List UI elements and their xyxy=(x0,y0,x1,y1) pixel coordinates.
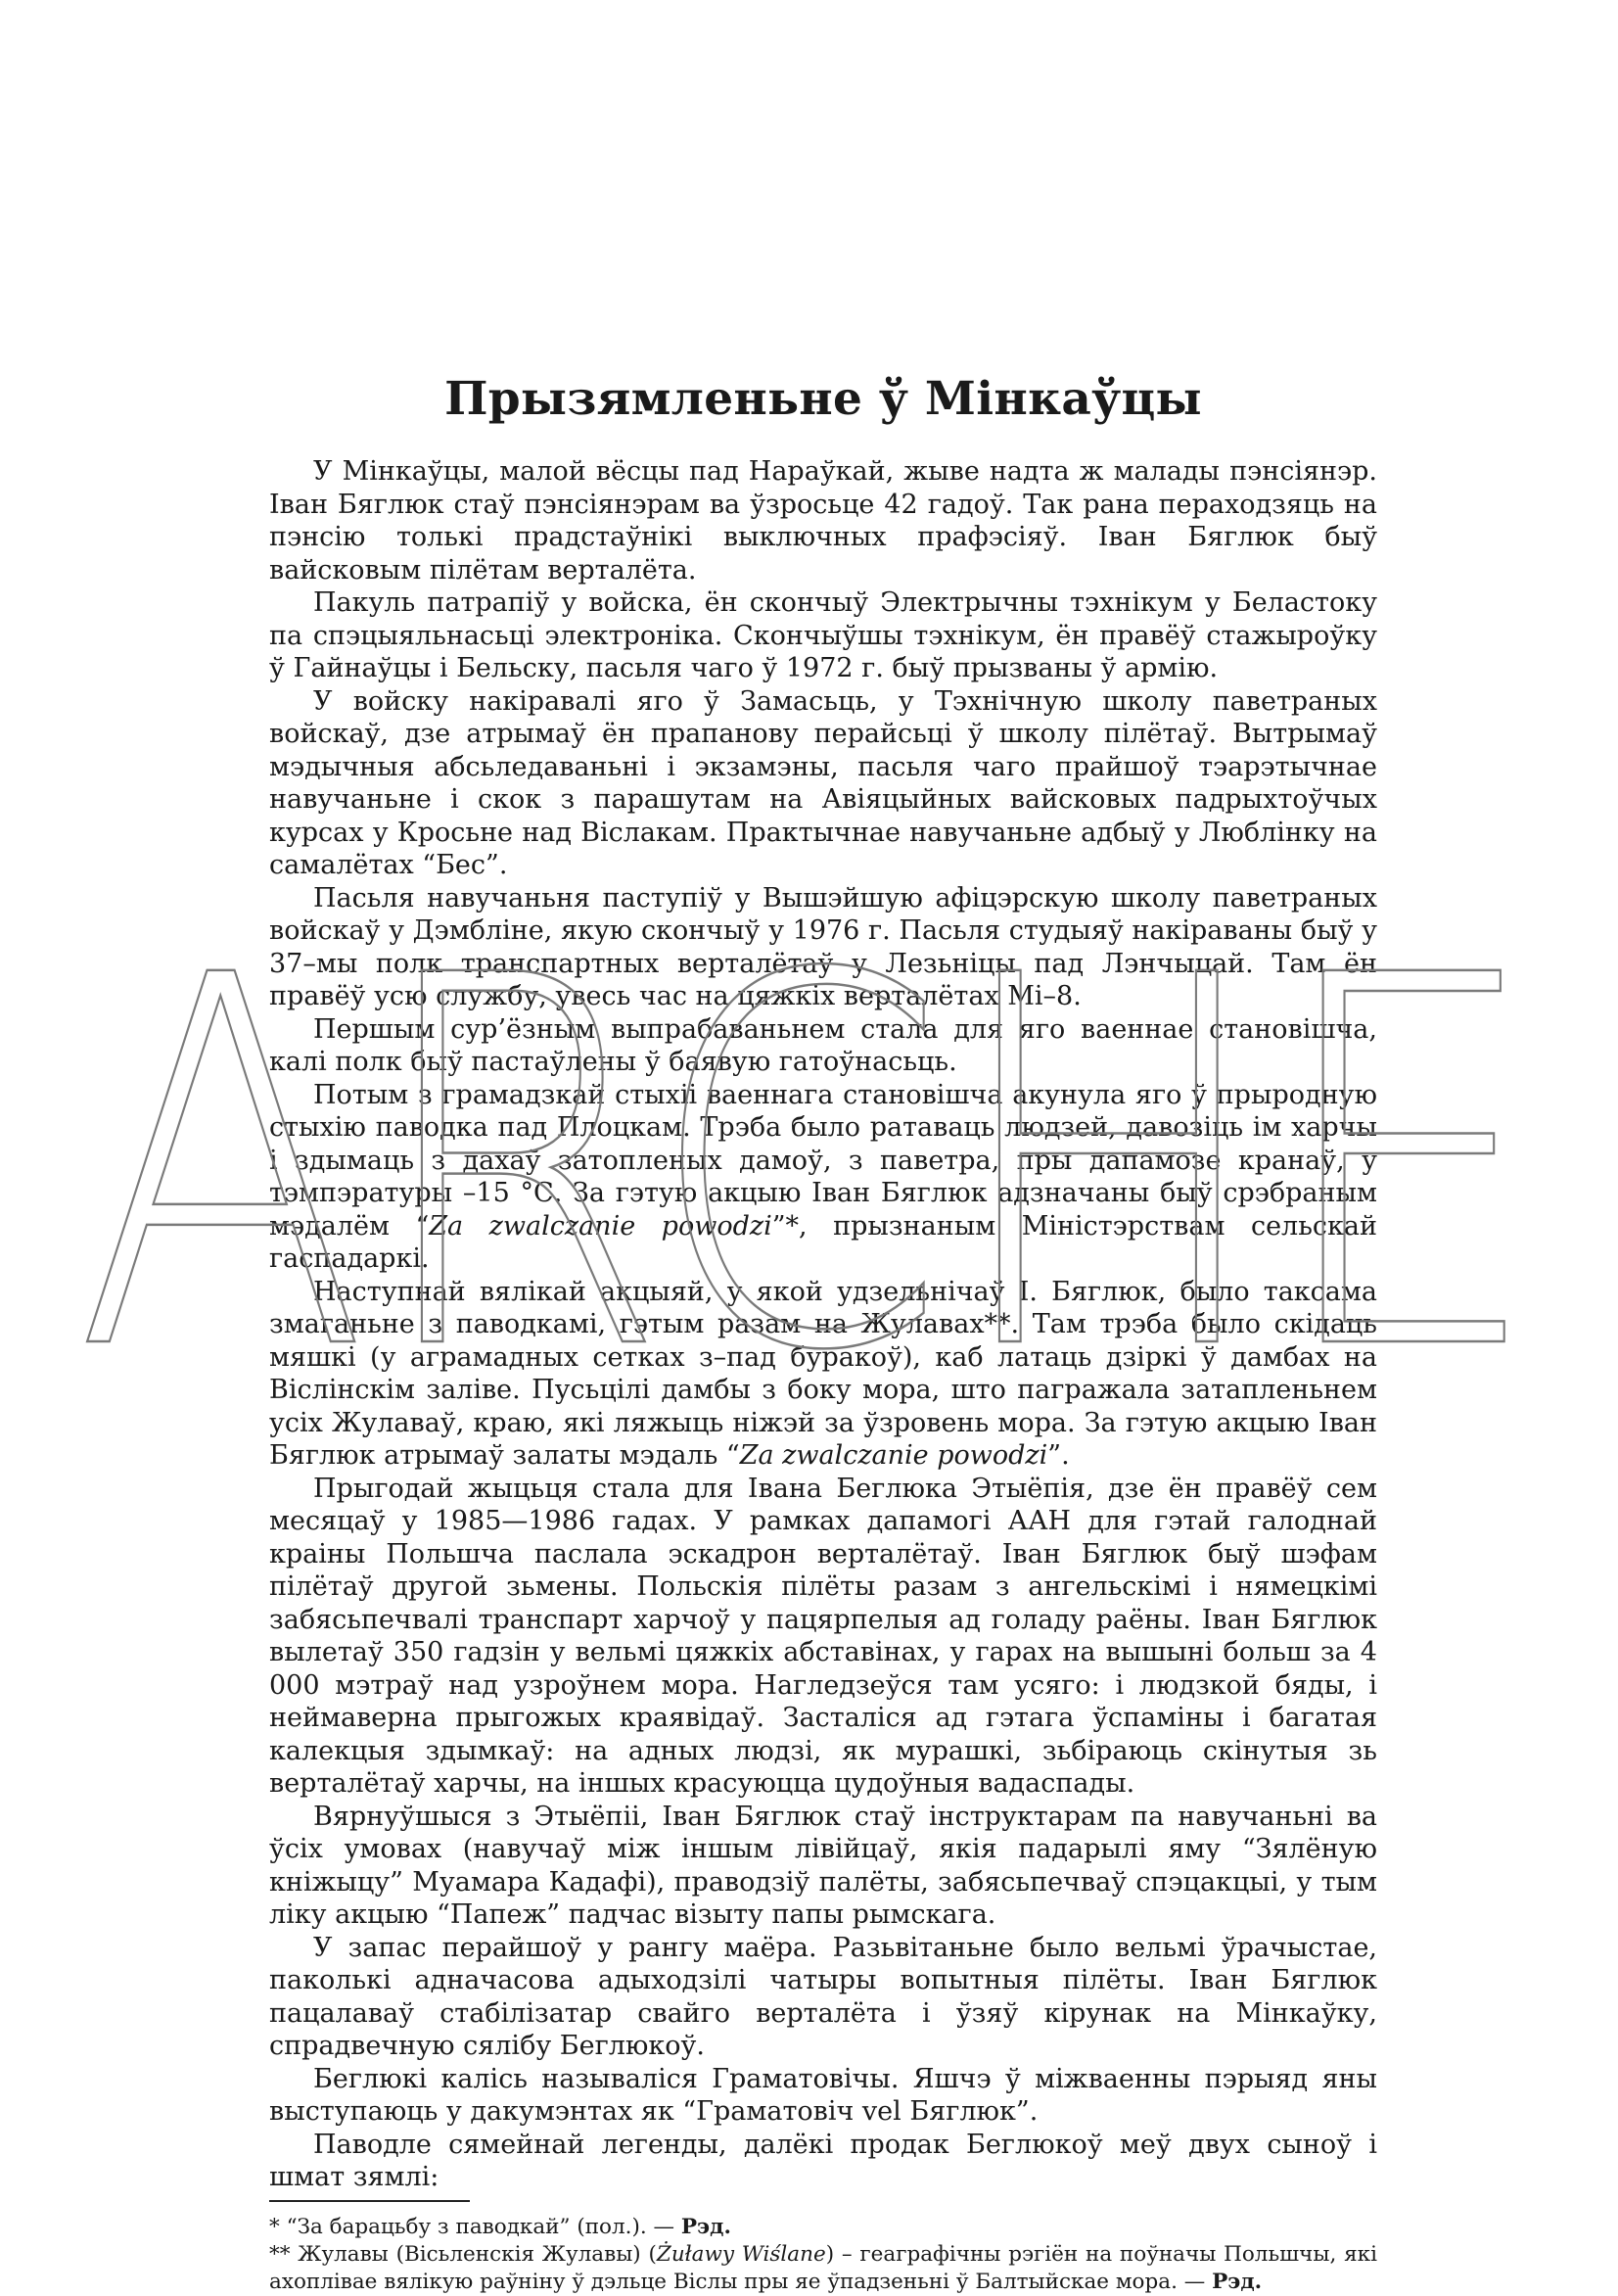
page-title: Прызямленьне ў Мінкаўцы xyxy=(444,372,1202,426)
document-page xyxy=(269,372,1377,2296)
footnote-text: * “За барацьбу з паводкай” (пол.). — xyxy=(269,2214,681,2239)
paragraph: Пакуль патрапіў у войска, ён скончыў Электрычны тэхнікум у Беластоку па спэцыяльнасьці электроніка. Скончыўшы тэхнікум, ён правёў стажыроўку ў Гайнаўцы і Бельску, пасьля чаго ў 1972 г. быў прызваны ў армію. xyxy=(269,587,1377,683)
paragraph: Беглюкі калісь называліся Граматовічы. Яшчэ ў міжваенны пэрыяд яны выступаюць у дакумэнтах як “Граматовіч vel Бяглюк”. xyxy=(269,2063,1377,2127)
paragraph xyxy=(269,1276,1377,1473)
paragraph: Пасьля навучаньня паступіў у Вышэйшую афіцэрскую школу паветраных войскаў у Дэмбліне, якую скончыў у 1976 г. Пасьля студыяў накіраваны быў у 37–мы полк транспартных верталётаў у Лезьніцы пад Лэнчыцай. Там ён правёў усю службу, увесь час на цяжкіх верталётах Мі–8. xyxy=(269,882,1377,1011)
watermark-text: ARCHE xyxy=(74,868,1543,1462)
italic-medal-name: Za zwalczanie powodzi xyxy=(429,1210,772,1242)
editor-mark: Рэд. xyxy=(680,2214,731,2239)
paragraph: У Мінкаўцы, малой вёсцы пад Нараўкай, жыве надта ж малады пэнсіянэр. Іван Бяглюк стаў пэнсіянэрам ва ўзросьце 42 гадоў. Так рана пераходзяць на пэнсію толькі прадстаўнікі выключных прафэсіяў. Іван Бяглюк быў вайсковым пілётам верталёта. xyxy=(269,456,1377,586)
footnote-italic: Żuławy Wiślane xyxy=(656,2241,826,2267)
editor-mark: Рэд. xyxy=(1212,2269,1263,2294)
paragraph: У запас перайшоў у рангу маёра. Разьвітаньне было вельмі ўрачыстае, паколькі адначасова адыходзілі чатыры вопытныя пілёты. Іван Бяглюк пацалаваў стабілізатар свайго верталёта і ўзяў кірунак на Мінкаўку, спрадвечную сялібу Беглюкоў. xyxy=(269,1932,1377,2061)
footnote-text: ** Жулавы (Вісьленскія Жулавы) ( xyxy=(269,2241,657,2267)
footnote-text: ) – геаграфічны рэгіён на поўначы Польшчы, які ахоплівае вялікую раўніну ў дэльце Віслы пры яе ўпадзеньні ў Балтыйскае мора. — xyxy=(269,2241,1377,2294)
footnote xyxy=(269,2214,1377,2241)
paragraph-text: ”*, прызнаным Міністэрствам сельскай гаспадаркі. xyxy=(269,1210,1377,1274)
paragraph xyxy=(269,1079,1377,1276)
paragraph: Вярнуўшыся з Этыёпіі, Іван Бяглюк стаў інструктарам па навучаньні ва ўсіх умовах (навучаў між іншым лівійцаў, якія падарылі яму “Зялёную кніжыцу” Муамара Кадафі), праводзіў палёты, забясьпечваў спэцакцыі, у тым ліку акцыю “Папеж” падчас візыту папы рымскага. xyxy=(269,1801,1377,1930)
paragraph: Першым сур’ёзным выпрабаваньнем стала для яго ваеннае становішча, калі полк быў пастаўлены ў баявую гатоўнасьць. xyxy=(269,1013,1377,1077)
footnote-separator xyxy=(269,2200,470,2202)
paragraph: У войску накіравалі яго ў Замасьць, у Тэхнічную школу паветраных войскаў, дзе атрымаў ён прапанову перайсьці ў школу пілётаў. Вытрымаў мэдычныя абсьледаваньні і экзамэны, пасьля чаго прайшоў тэарэтычнае навучаньне і скок з парашутам на Авіяцыйных вайсковых падрыхтоўчых курсах у Кросьне над Віслакам. Практычнае навучаньне адбыў у Люблінку на самалётах “Бес”. xyxy=(269,685,1377,880)
footnotes xyxy=(269,2214,1377,2296)
paragraph-text: Наступнай вялікай акцыяй, у якой удзельнічаў І. Бяглюк, было таксама змаганьне з паводкамі, гэтым разам на Жулавах**. Там трэба было скідаць мяшкі (у аграмадных сетках з–пад буракоў), каб латаць дзіркі ў дамбах на Віслінскім заліве. Пусьцілі дамбы з боку мора, што пагражала затапленьнем усіх Жулаваў, краю, які ляжыць ніжэй за ўзровень мора. За гэтую акцыю Іван Бяглюк атрымаў залаты мэдаль “ xyxy=(269,1276,1377,1471)
italic-medal-name: Za zwalczanie powodzi xyxy=(739,1440,1048,1471)
paragraph: Прыгодай жыцьця стала для Івана Беглюка Этыёпія, дзе ён правёў сем месяцаў у 1985—1986 гадах. У рамках дапамогі ААН для гэтай галоднай краіны Польшча паслала эскадрон верталётаў. Іван Бяглюк быў шэфам пілётаў другой зьмены. Польскія пілёты разам з ангельскімі і нямецкімі забясьпечвалі транспарт харчоў у пацярпелыя ад голаду раёны. Іван Бяглюк вылетаў 350 гадзін у вельмі цяжкіх абставінах, у гарах на вышыні больш за 4 000 мэтраў над узроўнем мора. Нагледзеўся там усяго: і людзкой бяды, і неймаверна прыгожых краявідаў. Засталіся ад гэтага ўспаміны і багатая калекцыя здымкаў: на адных людзі, як мурашкі, зьбіраюць скінутыя зь верталётаў харчы, на іншых красуюцца цудоўныя вадаспады. xyxy=(269,1473,1377,1799)
paragraph-text: ”. xyxy=(1047,1440,1070,1471)
article-body xyxy=(269,455,1377,2194)
paragraph-text: Потым з грамадзкай стыхіі ваеннага становішча акунула яго ў прыродную стыхію паводка пад Плоцкам. Трэба было ратаваць людзей, давозіць ім харчы і здымаць з дахаў затопленых дамоў, з паветра, пры дапамозе кранаў, у тэмпэратуры –15 °С. За гэтую акцыю Іван Бяглюк адзначаны быў срэбраным мэдалём “ xyxy=(269,1079,1377,1242)
paragraph: Паводле сямейнай легенды, далёкі продак Беглюкоў меў двух сыноў і шмат зямлі: xyxy=(269,2129,1377,2192)
footnote xyxy=(269,2241,1377,2296)
